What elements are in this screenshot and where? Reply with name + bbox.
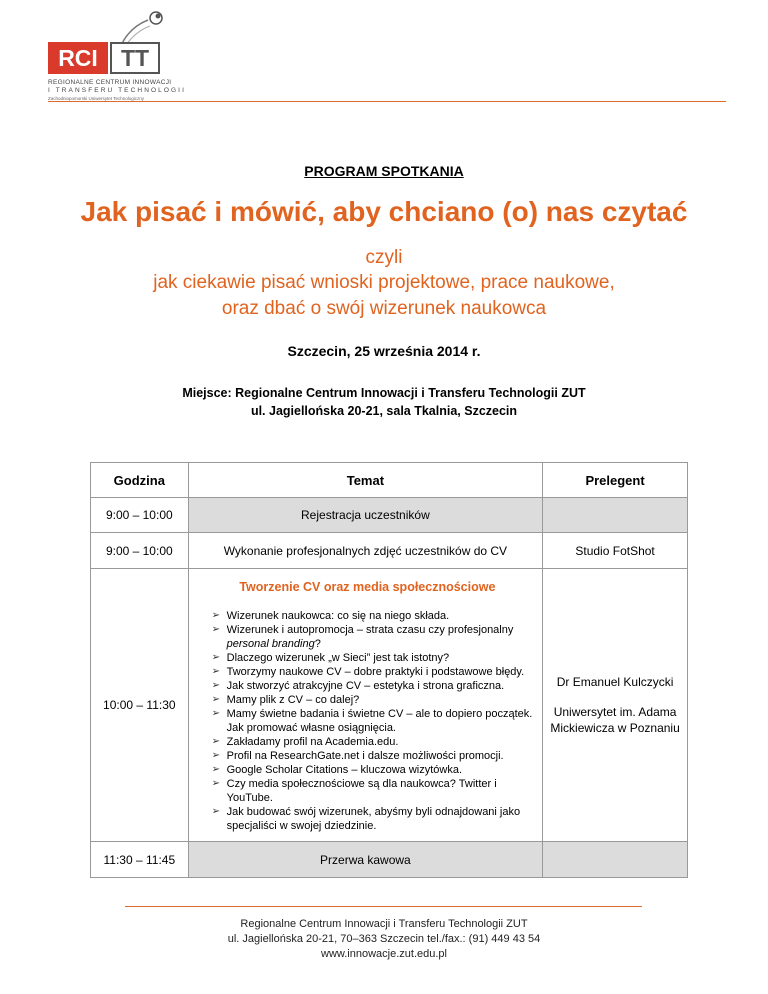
list-item: ➢ Wizerunek i autopromocja – strata czasu czy profesjonalny personal branding? [215, 623, 537, 651]
speaker-name: Dr Emanuel Kulczycki [556, 675, 674, 689]
row-time: 9:00 – 10:00 [91, 498, 189, 533]
row-speaker [543, 569, 688, 842]
row-speaker [543, 498, 688, 533]
agenda-table [90, 462, 688, 878]
row-topic [188, 569, 543, 842]
table-header-row [91, 463, 688, 498]
subtitle-line-1: czyli [365, 247, 403, 268]
topic-list [199, 609, 537, 833]
logo-rci: RCI [48, 42, 108, 74]
logo-line-1: REGIONALNE CENTRUM INNOWACJI [48, 79, 172, 86]
row-speaker: Studio FotShot [543, 533, 688, 569]
row-topic: Przerwa kawowa [188, 842, 543, 878]
row-topic: Wykonanie profesjonalnych zdjęć uczestników do CV [188, 533, 543, 569]
col-header-topic: Temat [188, 463, 543, 498]
footer-line-2: ul. Jagiellońska 20-21, 70–363 Szczecin tel./fax.: (91) 449 43 54 [227, 933, 541, 945]
row-speaker [543, 842, 688, 878]
logo-tt: TT [110, 42, 160, 74]
event-date: Szczecin, 25 września 2014 r. [287, 343, 481, 359]
list-item: ➢ Profil na ResearchGate.net i dalsze możliwości promocji. [215, 749, 537, 763]
logo-line-2: I TRANSFERU TECHNOLOGII [48, 87, 186, 94]
subtitle-line-3: oraz dbać o swój wizerunek naukowca [221, 298, 547, 319]
list-item: ➢ Tworzymy naukowe CV – dobre praktyki i podstawowe błędy. [215, 665, 537, 679]
list-item: ➢ Jak budować swój wizerunek, abyśmy byli odnajdowani jako specjaliści w swojej dziedzinie. [215, 805, 537, 833]
table-row-session [91, 569, 688, 842]
footer-line-1: Regionalne Centrum Innowacji i Transferu Technologii ZUT [240, 918, 528, 930]
list-item: ➢ Google Scholar Citations – kluczowa wizytówka. [215, 763, 537, 777]
table-row [91, 498, 688, 533]
list-item: ➢ Wizerunek naukowca: co się na niego składa. [215, 609, 537, 623]
row-time: 10:00 – 11:30 [91, 569, 189, 842]
page-title: Jak pisać i mówić, aby chciano (o) nas czytać [80, 196, 688, 227]
row-topic: Rejestracja uczestników [188, 498, 543, 533]
list-item: ➢ Jak stworzyć atrakcyjne CV – estetyka i strona graficzna. [215, 679, 537, 693]
col-header-speaker: Prelegent [543, 463, 688, 498]
row-time: 9:00 – 10:00 [91, 533, 189, 569]
header-divider [48, 101, 726, 102]
footer-divider [125, 906, 642, 907]
event-place-line-1: Miejsce: Regionalne Centrum Innowacji i Transferu Technologii ZUT [182, 386, 586, 400]
list-item: ➢ Zakładamy profil na Academia.edu. [215, 735, 537, 749]
list-item: ➢ Czy media społecznościowe są dla naukowca? Twitter i YouTube. [215, 777, 537, 805]
list-item: ➢ Mamy plik z CV – co dalej? [215, 693, 537, 707]
list-item: ➢ Dlaczego wizerunek „w Sieci” jest tak istotny? [215, 651, 537, 665]
program-label: PROGRAM SPOTKANIA [304, 163, 464, 179]
subtitle-line-2: jak ciekawie pisać wnioski projektowe, prace naukowe, [153, 272, 615, 293]
logo-line-3: Zachodniopomorski Uniwersytet Technologiczny [48, 96, 144, 101]
footer-website: www.innowacje.zut.edu.pl [321, 948, 447, 960]
speaker-affiliation: Uniwersytet im. Adama Mickiewicza w Poznaniu [550, 705, 680, 735]
row-time: 11:30 – 11:45 [91, 842, 189, 878]
list-item: ➢ Mamy świetne badania i świetne CV – ale to dopiero początek. Jak promować własne osiągnięcia. [215, 707, 537, 735]
table-row [91, 533, 688, 569]
table-row [91, 842, 688, 878]
col-header-time: Godzina [91, 463, 189, 498]
session-title: Tworzenie CV oraz media społecznościowe [239, 580, 496, 594]
event-place-line-2: ul. Jagiellońska 20-21, sala Tkalnia, Szczecin [250, 404, 518, 418]
